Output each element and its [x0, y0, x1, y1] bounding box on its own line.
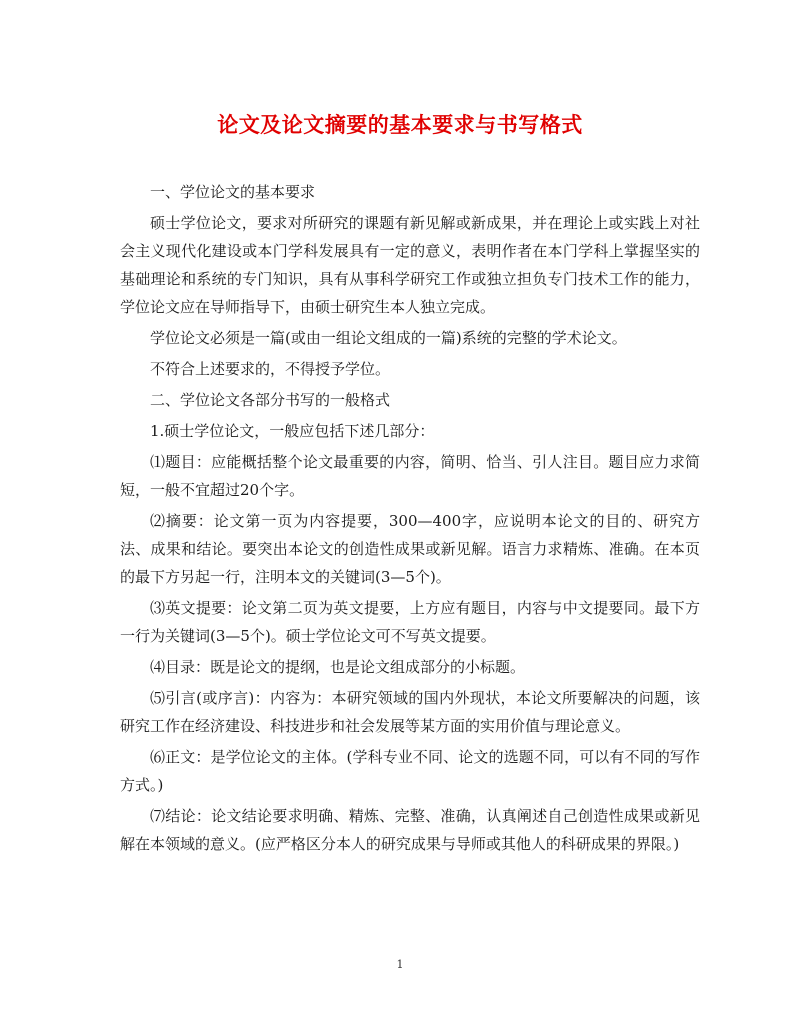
- list-item-conclusion: ⑺结论：论文结论要求明确、精炼、完整、准确，认真阐述自己创造性成果或新见解在本领域的意义。(应严格区分本人的研究成果与导师或其他人的科研成果的界限。): [120, 807, 700, 853]
- list-item-english-abstract: ⑶英文提要：论文第二页为英文提要，上方应有题目，内容与中文提要同。最下方一行为关键词(3—5个)。硕士学位论文可不写英文提要。: [120, 599, 700, 645]
- section-heading-2: 二、学位论文各部分书写的一般格式: [150, 391, 391, 409]
- paragraph: 1.硕士学位论文，一般应包括下述几部分：: [150, 422, 435, 440]
- section-heading-1: 一、学位论文的基本要求: [150, 183, 316, 201]
- paragraph: 硕士学位论文，要求对所研究的课题有新见解或新成果，并在理论上或实践上对社会主义现代化建设或本门学科发展具有一定的意义，表明作者在本门学科上掌握坚实的基础理论和系统的专门知识，具有从事科学研究工作或独立担负专门技术工作的能力，学位论文应在导师指导下，由硕士研究生本人独立完成。: [120, 214, 700, 316]
- document-title: 论文及论文摘要的基本要求与书写格式: [217, 112, 583, 137]
- list-item-main-text: ⑹正文：是学位论文的主体。(学科专业不同、论文的选题不同，可以有不同的写作方式。): [120, 748, 700, 794]
- document-body: [120, 178, 700, 861]
- page-number: 1: [396, 958, 404, 971]
- list-item-abstract: ⑵摘要：论文第一页为内容提要，300—400字，应说明本论文的目的、研究方法、成果和结论。要突出本论文的创造性成果或新见解。语言力求精炼、准确。在本页的最下方另起一行，注明本文的关键词(3—5个)。: [120, 512, 700, 586]
- paragraph: 学位论文必须是一篇(或由一组论文组成的一篇)系统的完整的学术论文。: [150, 329, 627, 347]
- list-item-title: ⑴题目：应能概括整个论文最重要的内容，简明、恰当、引人注目。题目应力求简短，一般不宜超过20个字。: [120, 453, 700, 499]
- list-item-contents: ⑷目录：既是论文的提纲，也是论文组成部分的小标题。: [150, 658, 526, 676]
- paragraph: 不符合上述要求的，不得授予学位。: [150, 360, 391, 378]
- list-item-introduction: ⑸引言(或序言)：内容为：本研究领域的国内外现状，本论文所要解决的问题，该研究工作在经济建设、科技进步和社会发展等某方面的实用价值与理论意义。: [120, 689, 700, 735]
